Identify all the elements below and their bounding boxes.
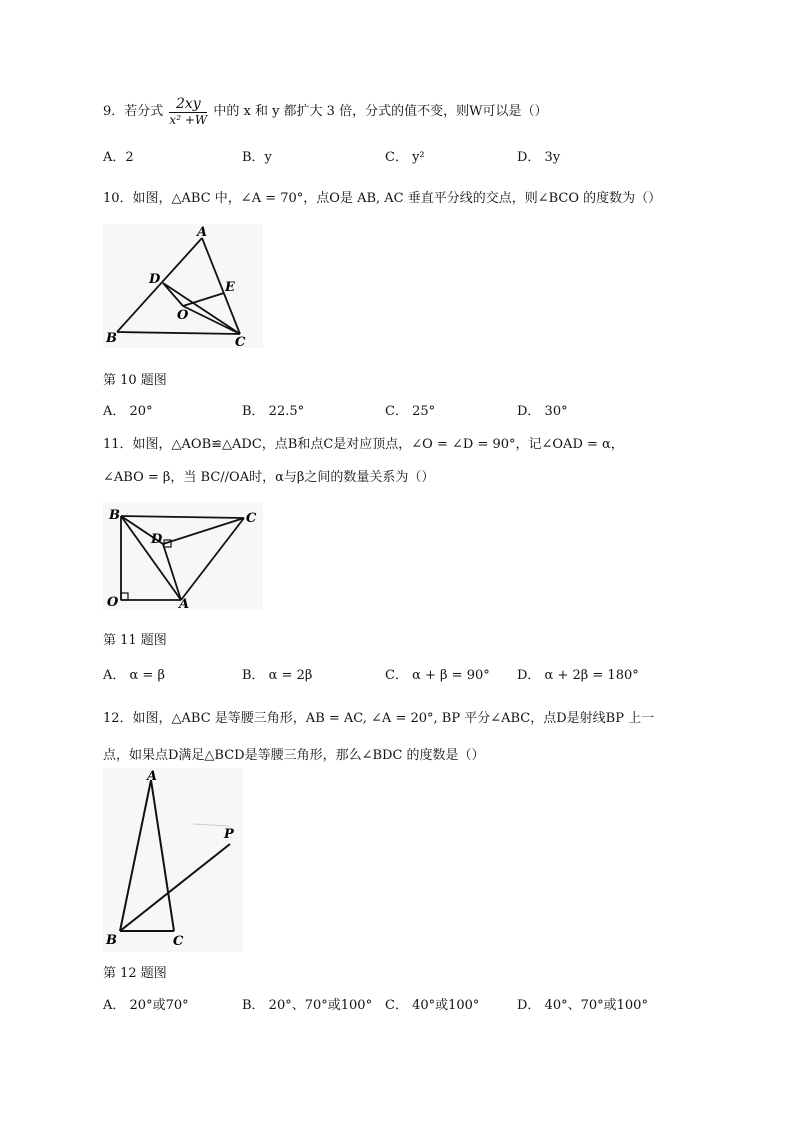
fraction-numerator: 2xy: [169, 96, 207, 113]
label-b: B: [109, 508, 120, 523]
question-9-fraction: [169, 96, 207, 127]
question-11-line-2: ∠ABO = β，当 BC//OA时，α与β之间的数量关系为（）: [103, 470, 435, 485]
question-10-caption: 第 10 题图: [103, 373, 167, 388]
label-o: O: [107, 595, 119, 610]
question-9-stem: [103, 96, 547, 127]
q9-option-d: D． 3y: [517, 150, 561, 165]
question-11-caption: 第 11 题图: [103, 633, 167, 648]
label-d: D: [151, 532, 163, 547]
label-a: A: [179, 597, 190, 610]
question-10-stem: 10．如图，△ABC 中，∠A = 70°，点O是 AB, AC 垂直平分线的交点，则∠BCO 的度数为（）: [103, 191, 662, 206]
q11-option-b: B． α = 2β: [242, 668, 313, 683]
question-12-line-2: 点，如果点D满足△BCD是等腰三角形，那么∠BDC 的度数是（）: [103, 748, 485, 763]
q9-option-c: C． y²: [385, 150, 425, 165]
label-a: A: [197, 225, 208, 240]
q10-option-b: B． 22.5°: [242, 404, 305, 419]
q12-option-d: D． 40°、70°或100°: [517, 998, 648, 1013]
label-c: C: [246, 511, 257, 526]
fraction-denominator: x² +W: [169, 113, 208, 127]
q11-option-d: D． α + 2β = 180°: [517, 668, 639, 683]
q10-option-d: D． 30°: [517, 404, 568, 419]
question-11-figure: [103, 502, 263, 610]
q11-option-c: C． α + β = 90°: [385, 668, 490, 683]
question-9-prefix: 9．若分式: [103, 104, 164, 119]
question-12-caption: 第 12 题图: [103, 966, 167, 981]
q12-option-c: C． 40°或100°: [385, 998, 480, 1013]
q9-option-b: B．y: [242, 150, 272, 165]
q12-option-b: B． 20°、70°或100°: [242, 998, 373, 1013]
q10-option-a: A． 20°: [103, 404, 153, 419]
label-e: E: [225, 280, 235, 295]
label-c: C: [173, 934, 184, 949]
label-a: A: [147, 769, 158, 784]
question-12-figure: [103, 768, 243, 952]
label-b: B: [106, 933, 117, 948]
q10-option-c: C． 25°: [385, 404, 436, 419]
label-d: D: [149, 272, 161, 287]
question-10-figure: [103, 224, 263, 348]
label-b: B: [106, 331, 117, 346]
q11-option-a: A． α = β: [103, 668, 165, 683]
label-p: P: [224, 827, 234, 842]
q12-option-a: A． 20°或70°: [103, 998, 189, 1013]
question-9-suffix: 中的 x 和 y 都扩大 3 倍，分式的值不变，则W可以是（）: [213, 104, 548, 119]
question-12-line-1: 12．如图，△ABC 是等腰三角形，AB = AC, ∠A = 20°, BP 平分∠ABC，点D是射线BP 上一: [103, 711, 655, 726]
label-o: O: [177, 308, 189, 323]
question-11-line-1: 11．如图，△AOB≌△ADC，点B和点C是对应顶点，∠O = ∠D = 90°，记∠OAD = α，: [103, 437, 624, 452]
label-c: C: [235, 335, 246, 348]
q9-option-a: A．2: [103, 150, 134, 165]
